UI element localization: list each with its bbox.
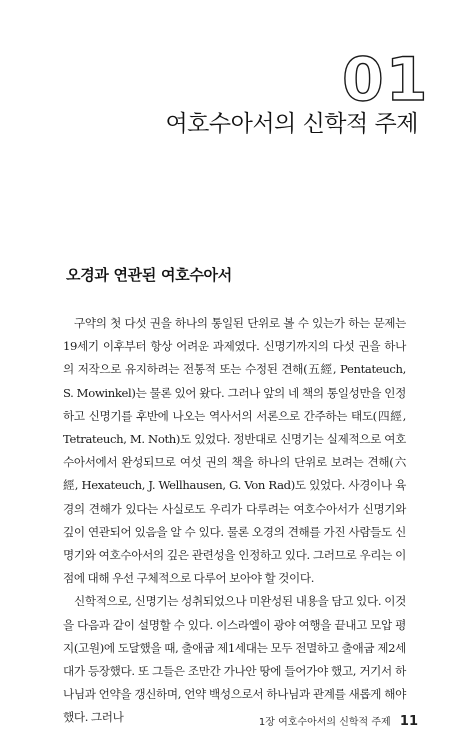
running-title: 1장 여호수아서의 신학적 주제 xyxy=(258,717,391,728)
page-footer xyxy=(259,713,418,729)
section-heading: 오경과 연관된 여호수아서 xyxy=(66,266,232,284)
body-text xyxy=(63,312,406,730)
chapter-number: 01 xyxy=(342,45,430,115)
paragraph: 구약의 첫 다섯 권을 하나의 통일된 단위로 볼 수 있는가 하는 문제는 19세기 이후부터 항상 어려운 과제였다. 신명기까지의 다섯 권을 하나의 저작으로 유지하려는 전통적 또는 수정된 견해(五經, Pentateuch, S. Mowinkel)는 물론 있어 왔다. 그러나 앞의 네 책의 통일성만을 인정하고 신명기를 후반에 나오는 역사서의 서론으로 간주하는 태도(四經, Tetrateuch, M. Noth)도 있었다. 정반대로 신명기는 실제적으로 여호수아서에서 완성되므로 여섯 권의 책을 하나의 단위로 보려는 견해(六經, Hexateuch, J. Wellhausen, G. Von Rad)도 있었다. 사경이나 육경의 견해가 있다는 사실로도 우리가 다루려는 여호수아서가 신명기와 깊이 연관되어 있음을 알 수 있다. 물론 오경의 견해를 가진 사람들도 신명기와 여호수아서의 깊은 관련성을 인정하고 있다. 그러므로 우리는 이 점에 대해 우선 구체적으로 다루어 보아야 할 것이다. xyxy=(63,316,406,586)
page-number: 11 xyxy=(399,714,418,729)
chapter-title: 여호수아서의 신학적 주제 xyxy=(165,111,418,137)
paragraph: 신학적으로, 신명기는 성취되었으나 미완성된 내용을 담고 있다. 이것을 다음과 같이 설명할 수 있다. 이스라엘이 광야 여행을 끝내고 모압 평지(고원)에 도달했을 때, 출애굽 제1세대는 모두 전멸하고 출애굽 제2세대가 등장했다. 또 그들은 조만간 가나안 땅에 들어가야 했고, 거기서 하나님과 언약을 갱신하며, 언약 백성으로서 하나님과 관계를 새롭게 해야 했다. 그러나 xyxy=(63,594,406,725)
